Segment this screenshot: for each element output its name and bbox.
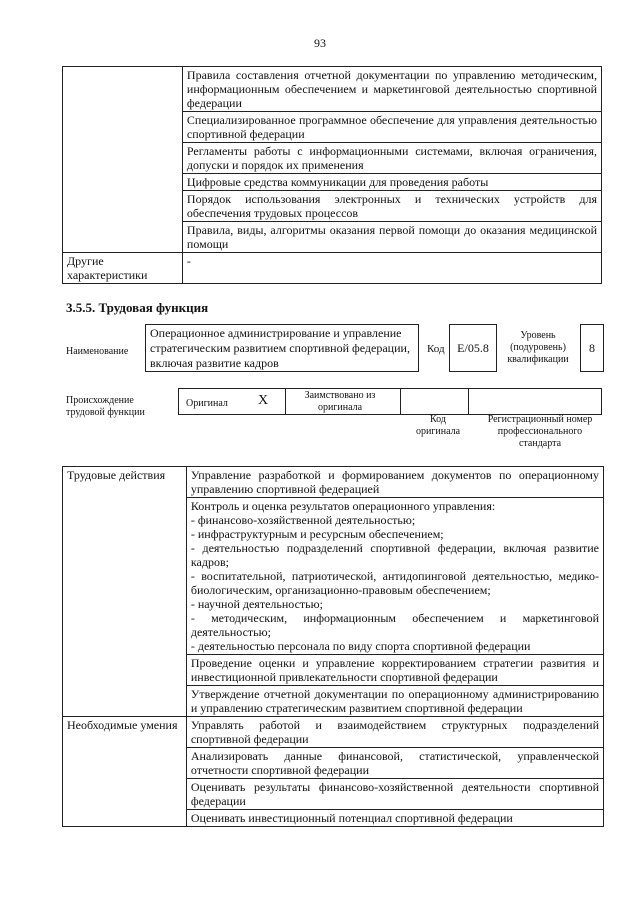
control-item: - методическим, информационным обеспечением и маркетинговой деятельностью;: [190, 611, 599, 639]
skill-item: Анализировать данные финансовой, статистической, управленческой отчетности спортивной федерации: [186, 748, 603, 779]
labor-actions-label: Трудовые действия: [63, 467, 187, 717]
function-table: [62, 466, 604, 827]
knowledge-item: Регламенты работы с информационными системами, включая ограничения, допуски и порядок их применения: [182, 143, 601, 174]
labor-action: Утверждение отчетной документации по операционному администрированию и управлению стратегическим развитием спортивной федерации: [186, 686, 603, 717]
knowledge-item: Правила, виды, алгоритмы оказания первой помощи до оказания медицинской помощи: [182, 222, 601, 253]
origin-divider: [178, 388, 286, 415]
borrowed-label: Заимствовано из оригинала: [304, 390, 376, 413]
control-item: - деятельностью персонала по виду спорта спортивной федерации: [190, 639, 531, 653]
level-label: Уровень (подуровень) квалификации: [507, 330, 569, 365]
origin-label: Происхождение трудовой функции: [66, 395, 145, 418]
knowledge-item: Порядок использования электронных и технических устройств для обеспечения трудовых процессов: [182, 191, 601, 222]
original-code-cell: [400, 388, 469, 415]
labor-action: Проведение оценки и управление корректированием стратегии развития и инвестиционной привлекательности спортивной федерации: [186, 655, 603, 686]
function-name: Операционное администрирование и управление стратегическим развитием спортивной федерации, включая развитие кадров: [145, 324, 419, 372]
knowledge-item: Правила составления отчетной документации по управлению методическим, информационным обеспечением и маркетинговой деятельностью спортивной федерации: [182, 67, 601, 112]
control-block: [186, 498, 603, 655]
skill-item: Оценивать инвестиционный потенциал спортивной федерации: [186, 810, 603, 827]
code-label: Код: [427, 343, 445, 355]
empty-label-cell: [63, 67, 183, 253]
control-item: - научной деятельностью;: [190, 597, 323, 611]
knowledge-item: Цифровые средства коммуникации для проведения работы: [182, 174, 601, 191]
control-item: - воспитательной, патриотической, антидопинговой деятельностью, медико-биологическим, организационно-правовым обеспечением;: [190, 569, 599, 597]
knowledge-item: Специализированное программное обеспечение для управления деятельностью спортивной федерации: [182, 112, 601, 143]
other-characteristics-label: Другие характеристики: [63, 253, 183, 284]
control-intro: Контроль и оценка результатов операционного управления:: [190, 499, 496, 513]
code-value: E/05.8: [449, 324, 497, 372]
section-title: 3.5.5. Трудовая функция: [66, 300, 209, 315]
original-mark: X: [258, 393, 269, 408]
registration-number-label: Регистрационный номер профессионального стандарта: [487, 414, 593, 449]
level-value: 8: [580, 324, 604, 372]
skills-label: Необходимые умения: [63, 717, 187, 827]
name-label: Наименование: [66, 346, 129, 357]
skill-item: Управлять работой и взаимодействием структурных подразделений спортивной федерации: [186, 717, 603, 748]
original-code-label: Код оригинала: [415, 414, 461, 437]
control-item: - инфраструктурным и ресурсным обеспечением;: [190, 527, 444, 541]
other-characteristics-value: -: [182, 253, 601, 284]
labor-action: Управление разработкой и формированием документов по операционному управлению спортивной федерацией: [186, 467, 603, 498]
page-number: 93: [314, 36, 326, 50]
original-label: Оригинал: [186, 398, 228, 409]
knowledge-table: [62, 66, 602, 284]
control-item: - деятельностью подразделений спортивной федерации, включая развитие кадров;: [190, 541, 599, 569]
skill-item: Оценивать результаты финансово-хозяйственной деятельности спортивной федерации: [186, 779, 603, 810]
control-item: - финансово-хозяйственной деятельностью;: [190, 513, 416, 527]
